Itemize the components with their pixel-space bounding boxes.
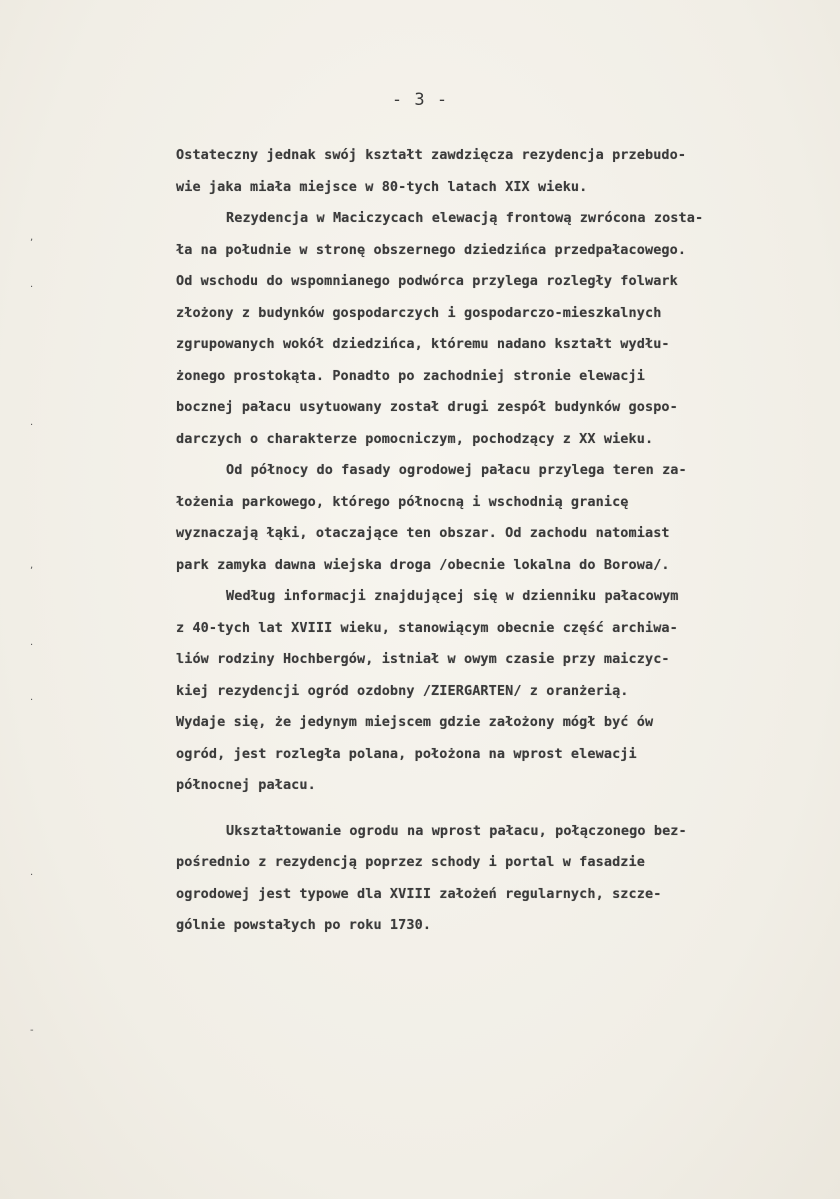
text-line: ogrodowej jest typowe dla XVIII założeń regularnych, szcze- xyxy=(176,885,662,902)
paragraph-gap xyxy=(176,802,806,816)
text-line: Wydaje się, że jedynym miejscem gdzie założony mógł być ów xyxy=(176,714,654,730)
text-line: ła na południe w stronę obszernego dziedzińca przedpałacowego. xyxy=(176,241,687,258)
margin-mark: · xyxy=(30,282,34,293)
page-number: - 3 - xyxy=(391,90,449,110)
text-line: bocznej pałacu usytuowany został drugi zespół budynków gospo- xyxy=(176,399,678,415)
text-line: wie jaka miała miejsce w 80-tych latach XIX wieku. xyxy=(176,178,588,195)
text-line: Ukształtowanie ogrodu na wprost pałacu, połączonego bez- xyxy=(226,822,687,839)
text-line: Od wschodu do wspomnianego podwórca przylega rozległy folwark xyxy=(176,273,678,289)
margin-mark: - xyxy=(30,1025,34,1036)
text-line: pośrednio z rezydencją poprzez schody i portal w fasadzie xyxy=(176,854,645,870)
text-line: liów rodziny Hochbergów, istniał w owym czasie przy maiczyc- xyxy=(176,651,670,667)
text-line: złożony z budynków gospodarczych i gospodarczo-mieszkalnych xyxy=(176,304,662,321)
text-line: Ostateczny jednak swój kształt zawdzięcza rezydencja przebudo- xyxy=(176,147,687,163)
text-line: żonego prostokąta. Ponadto po zachodniej stronie elewacji xyxy=(176,367,645,384)
margin-mark: · xyxy=(30,640,34,651)
margin-mark: , xyxy=(30,232,34,243)
text-line: darczych o charakterze pomocniczym, pochodzący z XX wieku. xyxy=(176,430,654,447)
text-line: łożenia parkowego, którego północną i wschodnią granicę xyxy=(176,493,629,510)
margin-mark: · xyxy=(30,420,34,431)
text-line: kiej rezydencji ogród ozdobny /ZIERGARTEN/ z oranżerią. xyxy=(176,682,629,699)
text-line: z 40-tych lat XVIII wieku, stanowiącym obecnie część archiwa- xyxy=(176,619,678,636)
text-line: ogród, jest rozległa polana, położona na wprost elewacji xyxy=(176,745,637,762)
margin-mark: , xyxy=(30,560,34,571)
text-line: Rezydencja w Maciczycach elewacją frontową zwrócona zosta- xyxy=(226,210,704,226)
body-text xyxy=(176,140,806,942)
text-line: park zamyka dawna wiejska droga /obecnie lokalna do Borowa/. xyxy=(176,556,670,573)
text-line: zgrupowanych wokół dziedzińca, któremu nadano kształt wydłu- xyxy=(176,336,670,352)
text-line: wyznaczają łąki, otaczające ten obszar. Od zachodu natomiast xyxy=(176,525,670,541)
text-line: gólnie powstałych po roku 1730. xyxy=(176,917,432,933)
text-line: Według informacji znajdującej się w dzienniku pałacowym xyxy=(226,588,679,604)
text-line: północnej pałacu. xyxy=(176,777,316,793)
margin-mark: · xyxy=(30,695,34,706)
margin-mark: · xyxy=(30,870,34,881)
text-line: Od północy do fasady ogrodowej pałacu przylega teren za- xyxy=(226,462,687,478)
